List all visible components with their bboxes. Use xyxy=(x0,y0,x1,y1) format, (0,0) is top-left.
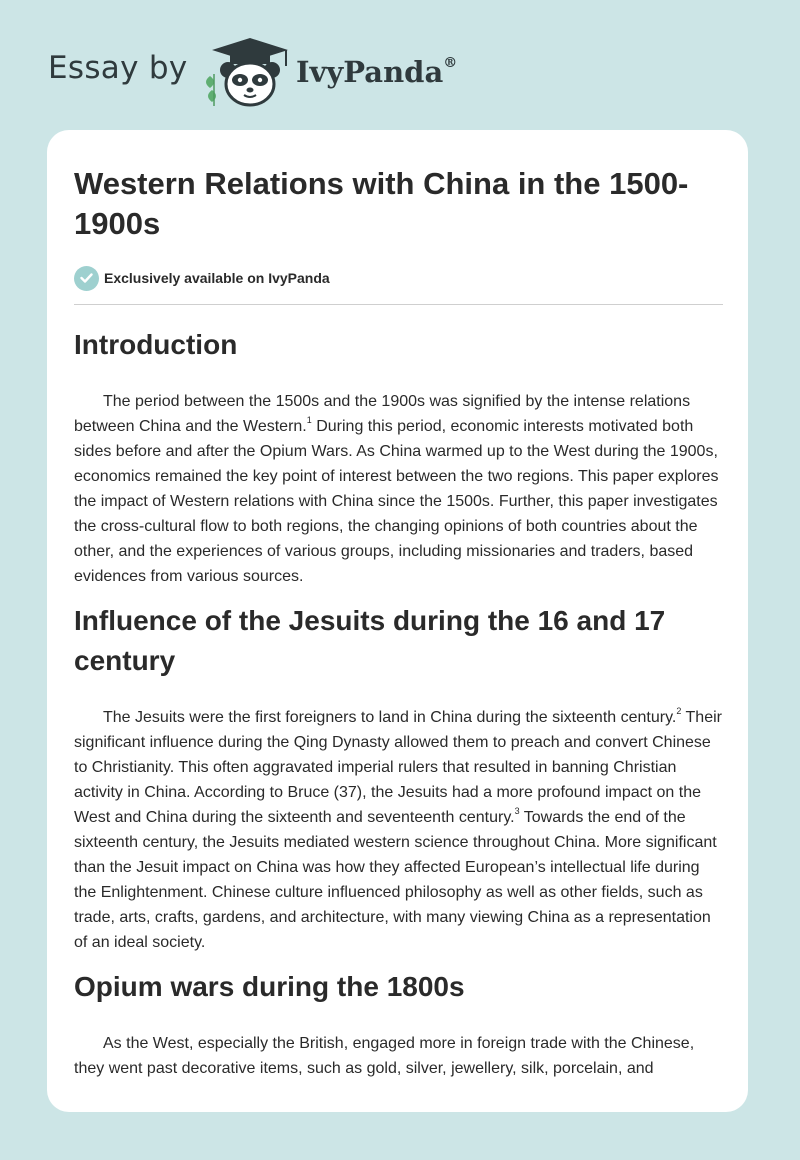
site-header xyxy=(0,0,800,130)
footnote-ref[interactable]: 1 xyxy=(306,414,312,425)
paragraph xyxy=(74,1031,724,1081)
paragraph-text: Their significant influence during the Qing Dynasty allowed them to preach and convert Chinese to Christianity. This often aggravated imperial rulers that resulted in banning Christian activity in China. According to Bruce (37), the Jesuits had a more profound impact on the West and China during the sixteenth and seventeenth century. xyxy=(74,709,722,826)
exclusive-badge-label: Exclusively available on IvyPanda xyxy=(104,270,330,286)
paragraph-text: The period between the 1500s and the 1900s was signified by the intense relations between China and the Western. xyxy=(74,393,691,435)
section-heading: Influence of the Jesuits during the 16 and 17 century xyxy=(74,605,666,676)
exclusive-badge xyxy=(74,265,724,291)
paragraph-text: The Jesuits were the first foreigners to land in China during the sixteenth century. xyxy=(103,709,677,726)
paragraph-text: During this period, economic interests motivated both sides before and after the Opium Wars. As China warmed up to the West during the 1900s, economics remained the key point of interest between the two regions. This paper explores the impact of Western relations with China since the 1500s. Further, this paper investigates the cross-cultural flow to both regions, the changing opinions of both countries about the other, and the experiences of various groups, including missionaries and traders, based evidences from various sources. xyxy=(74,418,719,585)
essay-by-label: Essay by xyxy=(48,50,188,86)
paragraph-text: As the West, especially the British, engaged more in foreign trade with the Chinese, they went past decorative items, such as gold, silver, jewellery, silk, porcelain, and xyxy=(74,1035,695,1077)
paragraph xyxy=(74,389,724,589)
brand-label: IvyPanda xyxy=(296,55,444,89)
essay-content xyxy=(74,164,724,1081)
registered-mark: ® xyxy=(443,55,458,71)
brand-name[interactable] xyxy=(296,55,457,89)
footnote-ref[interactable]: 2 xyxy=(676,705,682,716)
section-heading: Introduction xyxy=(74,329,238,360)
page-title: Western Relations with China in the 1500-1900s xyxy=(74,166,689,241)
divider xyxy=(74,304,723,305)
footnote-ref[interactable]: 3 xyxy=(514,805,520,816)
paragraph-text: Towards the end of the sixteenth century, the Jesuits mediated western science throughout China. More significant than the Jesuit impact on China was how they affected European’s intellectual life during the Enlightenment. Chinese culture influenced philosophy as well as other fields, such as trade, arts, crafts, gardens, and architecture, with many viewing China as a representation of an ideal society. xyxy=(74,809,717,951)
section-heading: Opium wars during the 1800s xyxy=(74,971,465,1002)
paragraph xyxy=(74,705,724,955)
check-icon xyxy=(74,266,99,291)
panda-graduate-logo-icon[interactable] xyxy=(200,36,292,108)
essay-card xyxy=(47,130,748,1112)
